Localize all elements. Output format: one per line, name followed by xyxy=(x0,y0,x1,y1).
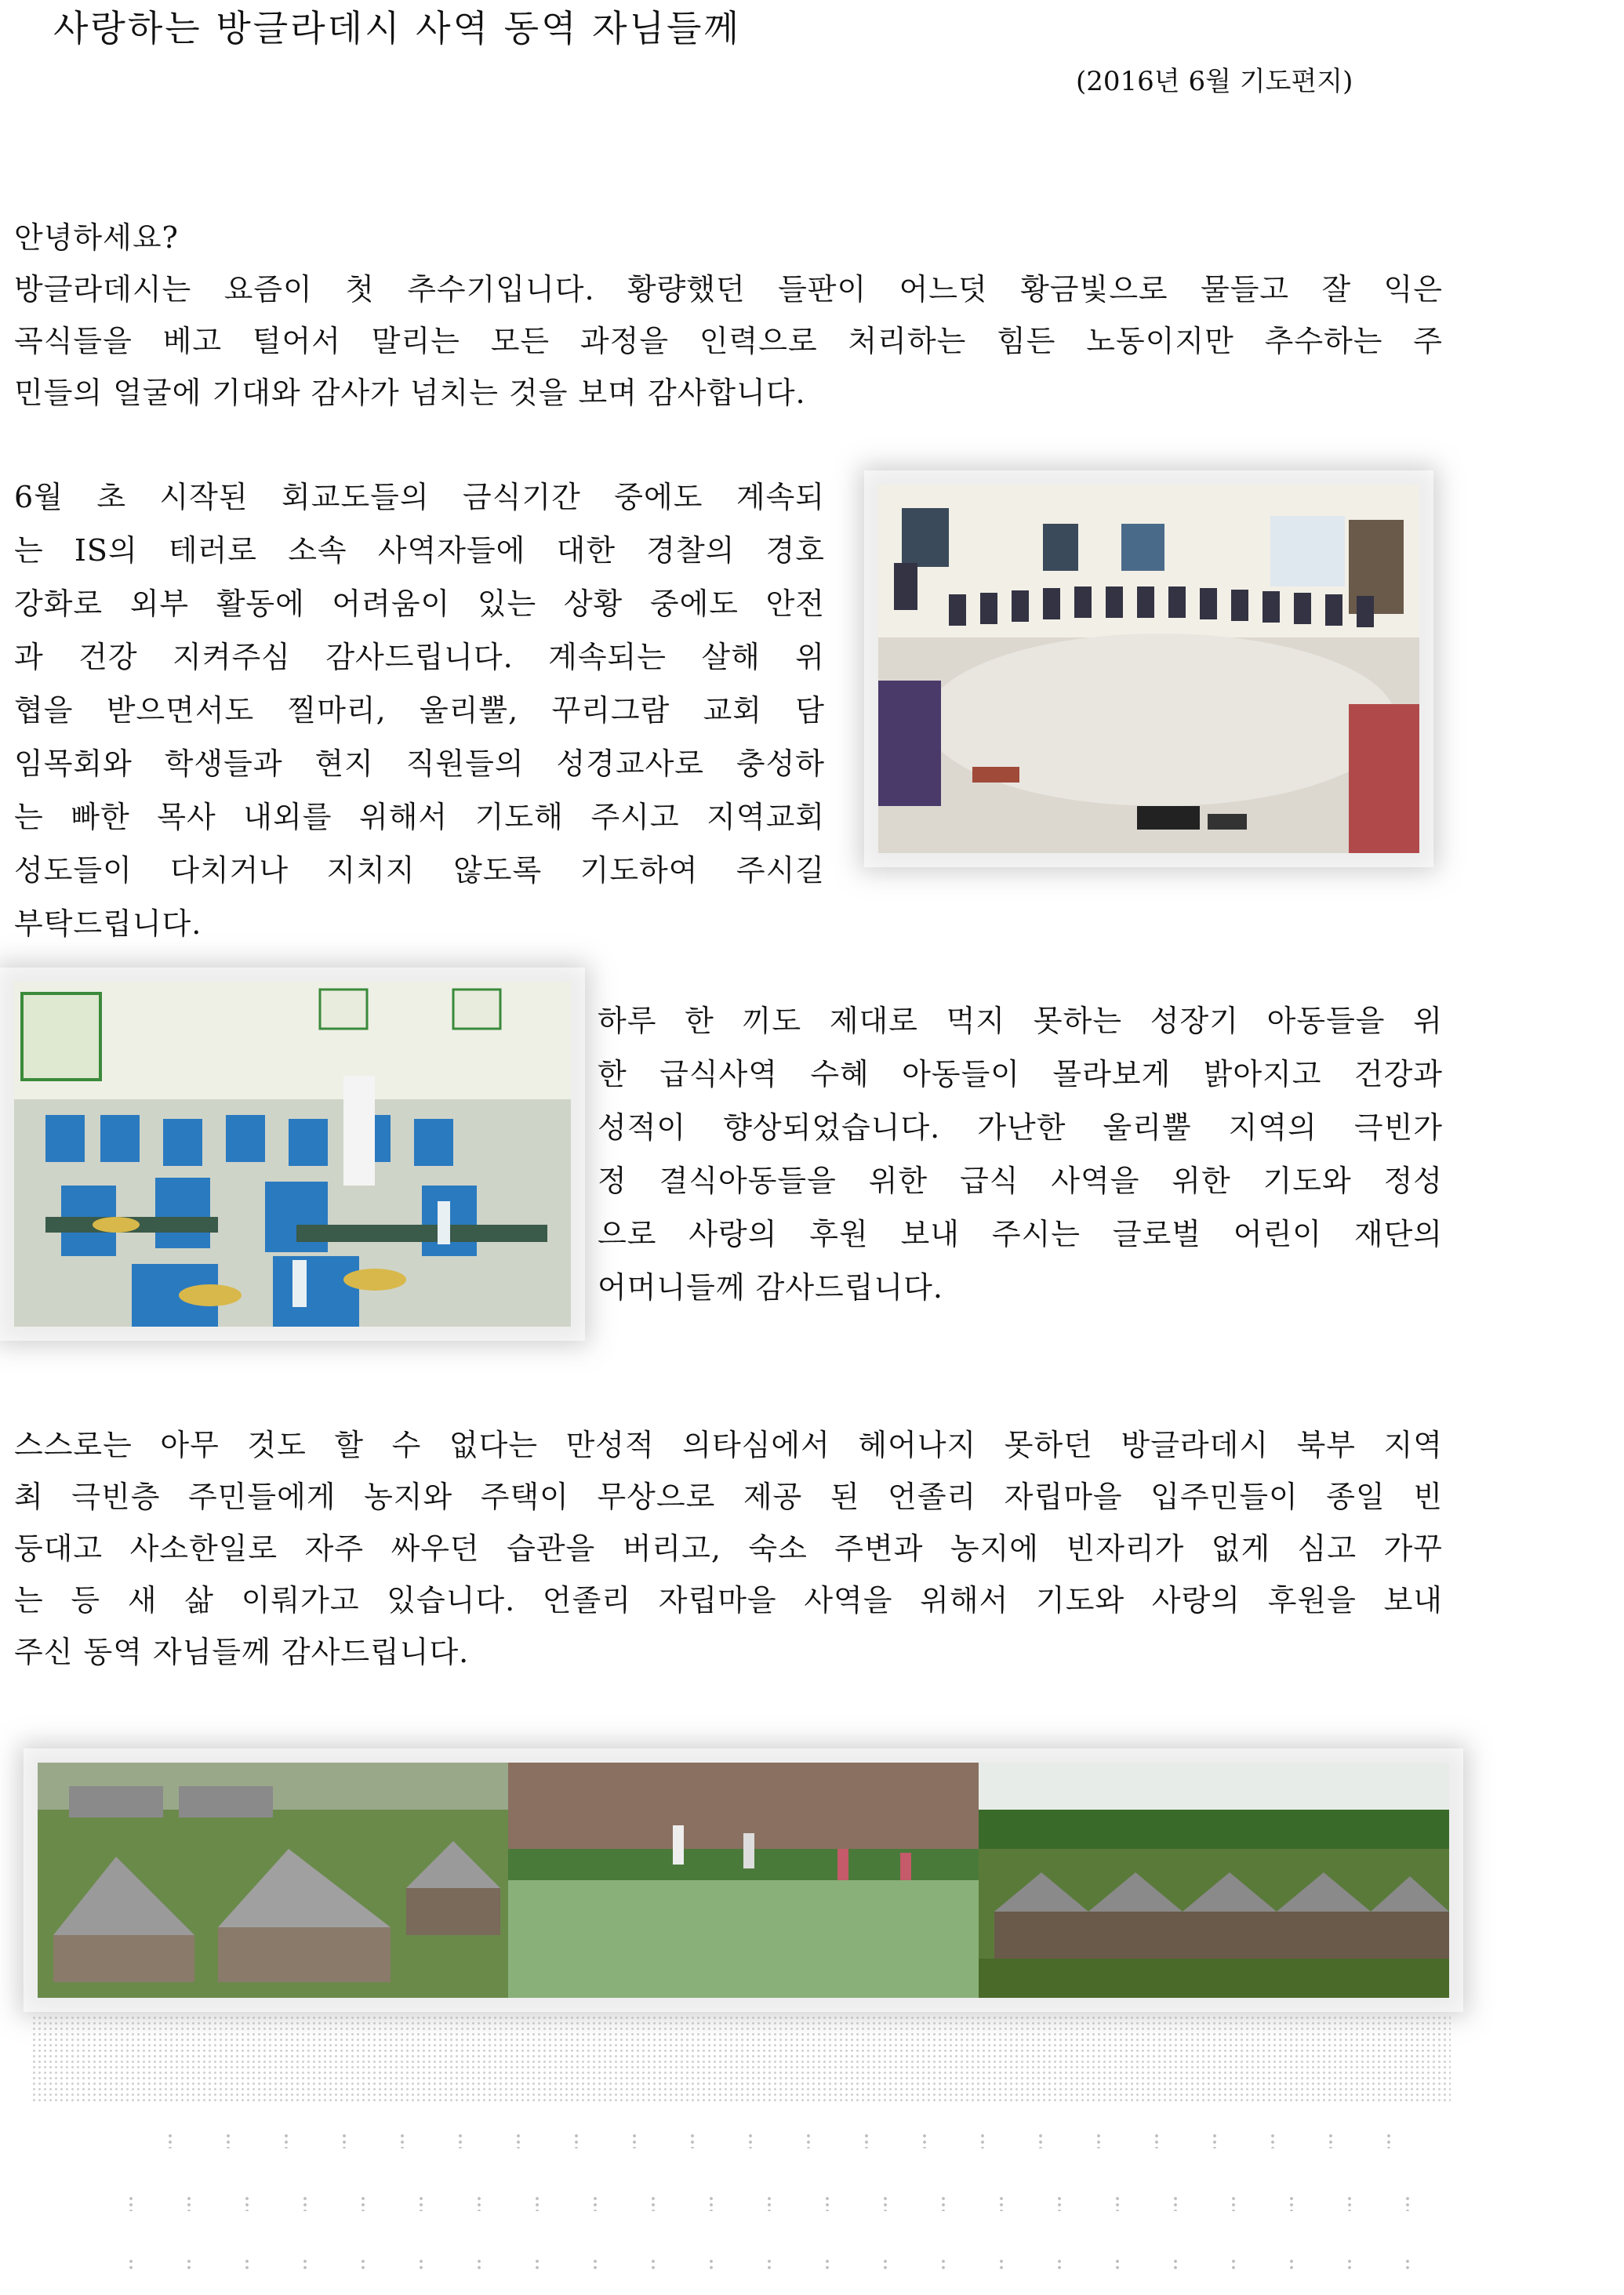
text-line: 둥대고 사소한일로 자주 싸우던 습관을 버리고, 숙소 주변과 농지에 빈자리가 없게 심고 가꾸 xyxy=(14,1531,1443,1566)
paragraph-village-ministry xyxy=(14,1419,1443,1678)
letter-date: (2016년 6월 기도편지) xyxy=(1076,66,1353,97)
text-line: 스스로는 아무 것도 할 수 없다는 만성적 의타심에서 헤어나지 못하던 방글라데시 북부 지역 xyxy=(14,1428,1443,1462)
text-line: 어머니들께 감사드립니다. xyxy=(598,1270,943,1305)
text-line: 협을 받으면서도 찔마리, 울리뿔, 꾸리그람 교회 담 xyxy=(14,693,825,728)
photo-meeting-room xyxy=(878,485,1419,853)
decorative-dot-row xyxy=(102,2195,1427,2211)
text-line: 정 결식아동들을 위한 급식 사역을 위한 기도와 정성 xyxy=(598,1164,1443,1198)
text-line: 최 극빈층 주민들에게 농지와 주택이 무상으로 제공 된 언졸리 자립마을 입주민들이 종일 빈 xyxy=(14,1480,1443,1514)
paragraph-meal-ministry xyxy=(598,994,1443,1314)
decorative-dot-row xyxy=(102,2258,1427,2271)
decorative-dot-pattern xyxy=(31,2015,1451,2101)
text-line: 주신 동역 자님들께 감사드립니다. xyxy=(14,1635,470,1669)
letter-title: 사랑하는 방글라데시 사역 동역 자님들께 xyxy=(53,7,741,49)
text-line: 방글라데시는 요즘이 첫 추수기입니다. 황량했던 들판이 어느덧 황금빛으로 물들고 잘 익은 xyxy=(14,272,1443,307)
photo-strip-village xyxy=(38,1763,1449,1998)
text-line: 으로 사랑의 후원 보내 주시는 글로벌 어린이 재단의 xyxy=(598,1217,1443,1251)
text-line: 한 급식사역 수혜 아동들이 몰라보게 밝아지고 건강과 xyxy=(598,1057,1443,1091)
text-line: 는 IS의 테러로 소속 사역자들에 대한 경찰의 경호 xyxy=(14,533,825,568)
text-line: 는 등 새 삶 이뤄가고 있습니다. 언졸리 자립마을 사역을 위해서 기도와 사랑의 후원을 보내 xyxy=(14,1583,1443,1618)
text-line: 6월 초 시작된 회교도들의 금식기간 중에도 계속되 xyxy=(14,480,825,514)
decorative-dot-row xyxy=(141,2133,1411,2148)
text-line: 곡식들을 베고 털어서 말리는 모든 과정을 인력으로 처리하는 힘든 노동이지만 추수하는 주 xyxy=(14,324,1443,358)
text-line: 과 건강 지켜주심 감사드립니다. 계속되는 살해 위 xyxy=(14,640,825,674)
text-line: 임목회와 학생들과 현지 직원들의 성경교사로 충성하 xyxy=(14,746,825,781)
paragraph-greeting xyxy=(14,212,1443,419)
paragraph-fasting-period xyxy=(14,470,825,950)
text-line: 민들의 얼굴에 기대와 감사가 넘치는 것을 보며 감사합니다. xyxy=(14,376,806,410)
text-line: 강화로 외부 활동에 어려움이 있는 상황 중에도 안전 xyxy=(14,586,825,621)
text-line: 안녕하세요? xyxy=(14,220,179,255)
text-line: 하루 한 끼도 제대로 먹지 못하는 성장기 아동들을 위 xyxy=(598,1004,1443,1038)
text-line: 성도들이 다치거나 지치지 않도록 기도하여 주시길 xyxy=(14,853,825,888)
text-line: 는 빠한 목사 내외를 위해서 기도해 주시고 지역교회 xyxy=(14,800,825,834)
text-line: 부탁드립니다. xyxy=(14,906,202,941)
photo-children-meal xyxy=(14,982,571,1327)
text-line: 성적이 향상되었습니다. 가난한 울리뿔 지역의 극빈가 xyxy=(598,1110,1443,1145)
